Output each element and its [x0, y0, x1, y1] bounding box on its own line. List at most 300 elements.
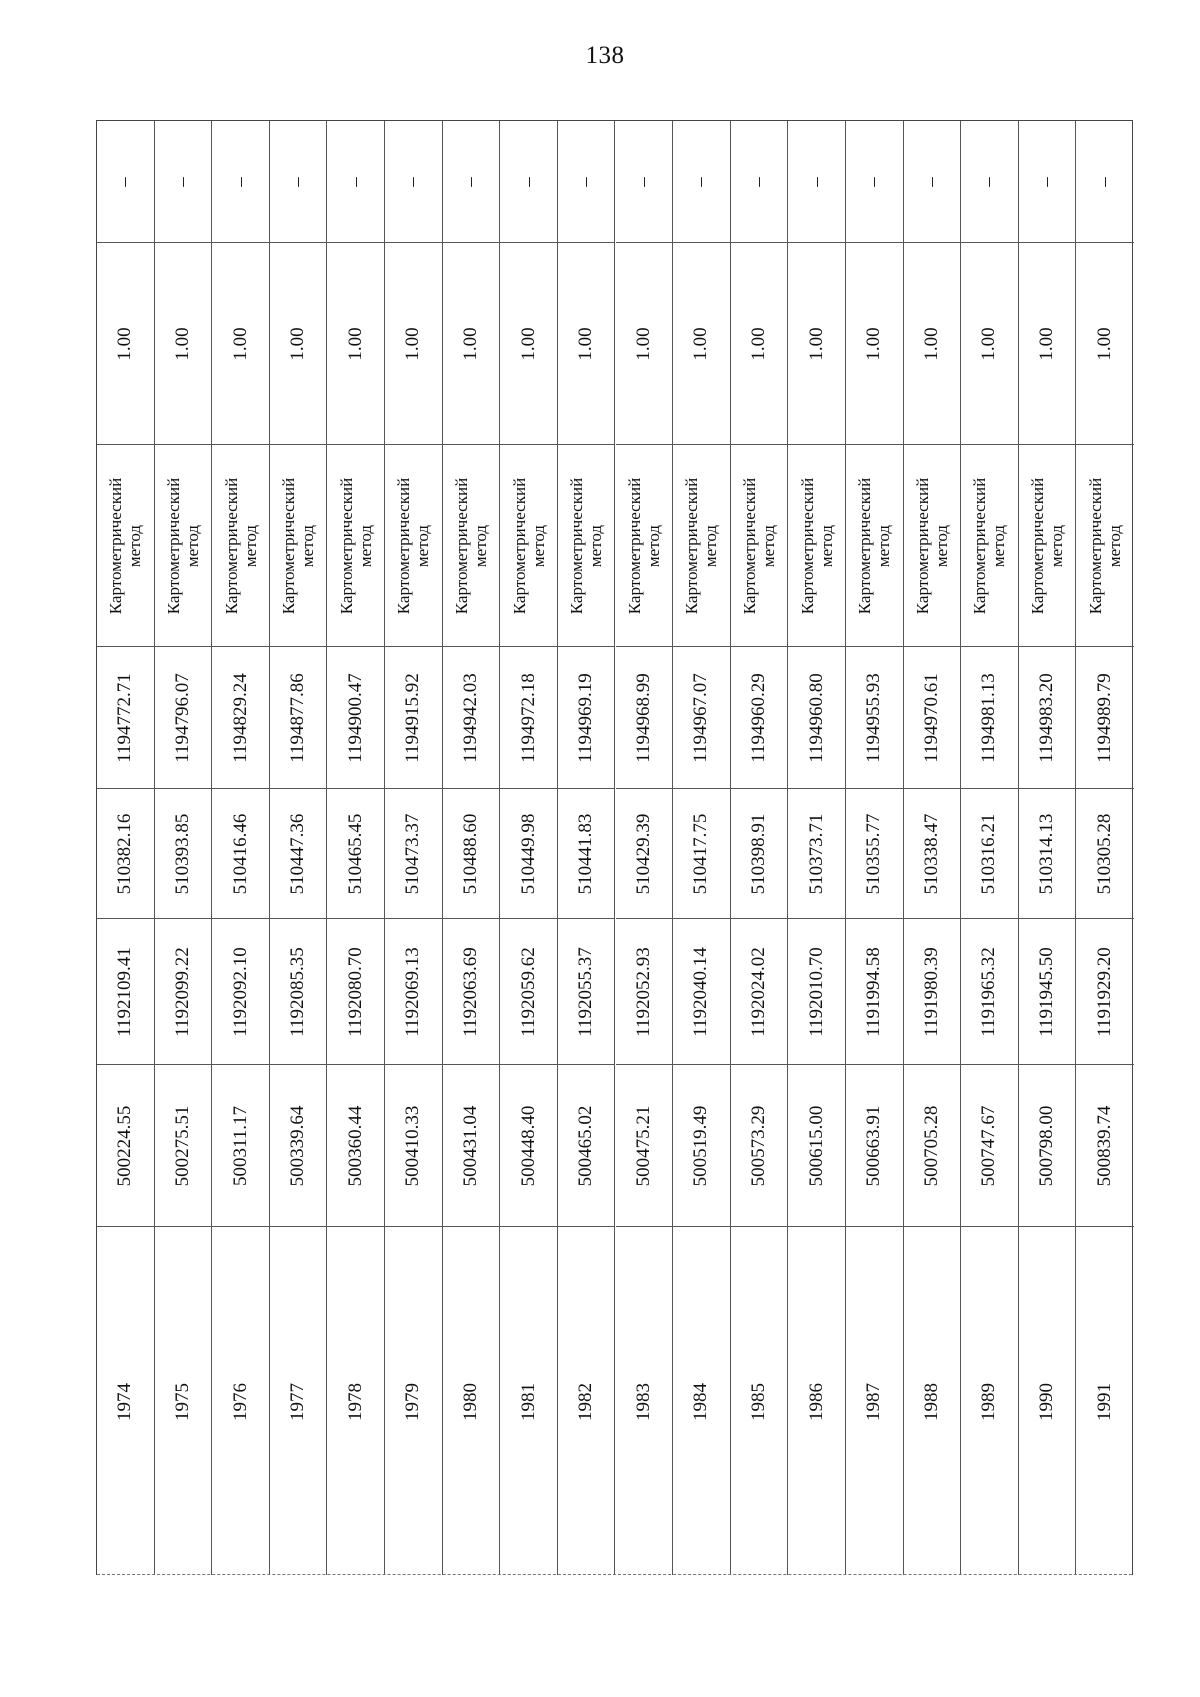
method-line2: метод: [759, 524, 779, 567]
table-row: [788, 121, 846, 1575]
y1-value: 1192069.13: [402, 946, 424, 1037]
x2-value: 510382.16: [114, 813, 136, 894]
cell-x1: [97, 1065, 154, 1227]
coordinates-table: [96, 120, 1133, 1575]
y1-value: 1192055.37: [575, 946, 597, 1037]
x1-value: 500224.55: [114, 1105, 136, 1186]
cell-id: [961, 1227, 1018, 1576]
cell-x2: [443, 789, 500, 919]
accuracy-value: 1.00: [344, 326, 366, 361]
note-value: –: [1094, 176, 1116, 187]
cell-y1: [558, 919, 615, 1065]
x1-value: 500431.04: [459, 1105, 481, 1186]
method-text: [913, 477, 951, 613]
cell-x1: [1019, 1065, 1076, 1227]
method-line2: метод: [931, 524, 951, 567]
cell-method: [558, 445, 615, 647]
cell-accuracy: [212, 243, 269, 445]
table-row: [904, 121, 962, 1575]
method-text: [740, 477, 778, 613]
note-value: –: [690, 176, 712, 187]
id-value: 1989: [978, 1382, 1000, 1421]
method-line1: Картометрический: [221, 477, 241, 614]
cell-y1: [327, 919, 384, 1065]
cell-y2: [97, 647, 154, 789]
y2-value: 1194955.93: [863, 672, 885, 763]
y2-value: 1194970.61: [920, 672, 942, 763]
method-text: [106, 477, 144, 613]
method-text: [452, 477, 490, 613]
cell-y1: [443, 919, 500, 1065]
y1-value: 1192092.10: [229, 946, 251, 1037]
accuracy-value: 1.00: [863, 326, 885, 361]
cell-accuracy: [1076, 243, 1134, 445]
method-line2: метод: [701, 524, 721, 567]
cell-note: [673, 121, 730, 243]
cell-y1: [270, 919, 327, 1065]
method-line2: метод: [413, 524, 433, 567]
y2-value: 1194900.47: [344, 672, 366, 763]
cell-method: [500, 445, 557, 647]
method-line1: Картометрический: [797, 477, 817, 614]
cell-y2: [327, 647, 384, 789]
id-value: 1982: [575, 1382, 597, 1421]
method-line1: Картометрический: [740, 477, 760, 614]
cell-y1: [904, 919, 961, 1065]
x2-value: 510416.46: [229, 813, 251, 894]
method-line2: метод: [874, 524, 894, 567]
x2-value: 510465.45: [344, 813, 366, 894]
id-value: 1985: [748, 1382, 770, 1421]
method-text: [222, 477, 260, 613]
note-value: –: [402, 176, 424, 187]
note-value: –: [287, 176, 309, 187]
cell-x1: [731, 1065, 788, 1227]
cell-y2: [212, 647, 269, 789]
method-line1: Картометрический: [624, 477, 644, 614]
y1-value: 1192052.93: [632, 946, 654, 1037]
note-value: –: [517, 176, 539, 187]
note-value: –: [748, 176, 770, 187]
method-line2: метод: [1047, 524, 1067, 567]
cell-x2: [846, 789, 903, 919]
x1-value: 500798.00: [1036, 1105, 1058, 1186]
cell-y1: [212, 919, 269, 1065]
cell-y2: [846, 647, 903, 789]
cell-id: [558, 1227, 615, 1576]
cell-note: [155, 121, 212, 243]
x1-value: 500475.21: [632, 1105, 654, 1186]
cell-y1: [155, 919, 212, 1065]
cell-method: [1076, 445, 1134, 647]
cell-x2: [327, 789, 384, 919]
note-value: –: [171, 176, 193, 187]
note-value: –: [459, 176, 481, 187]
cell-note: [443, 121, 500, 243]
y2-value: 1194772.71: [114, 672, 136, 763]
id-value: 1986: [805, 1382, 827, 1421]
cell-y2: [616, 647, 673, 789]
cell-note: [904, 121, 961, 243]
cell-y1: [616, 919, 673, 1065]
x2-value: 510441.83: [575, 813, 597, 894]
x1-value: 500410.33: [402, 1105, 424, 1186]
cell-y1: [846, 919, 903, 1065]
table-row: [846, 121, 904, 1575]
table-row: [673, 121, 731, 1575]
y1-value: 1192024.02: [748, 946, 770, 1037]
x1-value: 500311.17: [229, 1105, 251, 1186]
table-row: [616, 121, 674, 1575]
method-line1: Картометрический: [912, 477, 932, 614]
x2-value: 510393.85: [171, 813, 193, 894]
y2-value: 1194968.99: [632, 672, 654, 763]
accuracy-value: 1.00: [114, 326, 136, 361]
y2-value: 1194960.29: [748, 672, 770, 763]
cell-y1: [731, 919, 788, 1065]
method-text: [567, 477, 605, 613]
method-line1: Картометрический: [336, 477, 356, 614]
id-value: 1974: [114, 1382, 136, 1421]
accuracy-value: 1.00: [575, 326, 597, 361]
cell-accuracy: [270, 243, 327, 445]
cell-note: [327, 121, 384, 243]
cell-note: [961, 121, 1018, 243]
accuracy-value: 1.00: [978, 326, 1000, 361]
cell-x2: [385, 789, 442, 919]
cell-x1: [616, 1065, 673, 1227]
cell-method: [1019, 445, 1076, 647]
cell-id: [731, 1227, 788, 1576]
cell-y2: [673, 647, 730, 789]
x1-value: 500339.64: [287, 1105, 309, 1186]
note-value: –: [114, 176, 136, 187]
cell-id: [500, 1227, 557, 1576]
y1-value: 1192059.62: [517, 946, 539, 1037]
cell-x2: [500, 789, 557, 919]
note-value: –: [920, 176, 942, 187]
id-value: 1980: [459, 1382, 481, 1421]
y2-value: 1194972.18: [517, 672, 539, 763]
y2-value: 1194969.19: [575, 672, 597, 763]
cell-x2: [1076, 789, 1134, 919]
x1-value: 500448.40: [517, 1105, 539, 1186]
x2-value: 510417.75: [690, 813, 712, 894]
cell-accuracy: [961, 243, 1018, 445]
method-line1: Картометрический: [509, 477, 529, 614]
cell-note: [385, 121, 442, 243]
method-line2: метод: [298, 524, 318, 567]
y1-value: 1192085.35: [287, 946, 309, 1037]
cell-id: [616, 1227, 673, 1576]
cell-x1: [385, 1065, 442, 1227]
method-line1: Картометрический: [855, 477, 875, 614]
x1-value: 500839.74: [1094, 1105, 1116, 1186]
cell-id: [327, 1227, 384, 1576]
accuracy-value: 1.00: [920, 326, 942, 361]
cell-x2: [788, 789, 845, 919]
note-value: –: [575, 176, 597, 187]
y2-value: 1194981.13: [978, 672, 1000, 763]
cell-accuracy: [385, 243, 442, 445]
cell-x2: [1019, 789, 1076, 919]
note-value: –: [863, 176, 885, 187]
table-row: [443, 121, 501, 1575]
cell-y2: [500, 647, 557, 789]
cell-note: [558, 121, 615, 243]
y1-value: 1192040.14: [690, 946, 712, 1037]
cell-x2: [155, 789, 212, 919]
method-line2: метод: [125, 524, 145, 567]
accuracy-value: 1.00: [171, 326, 193, 361]
cell-y2: [731, 647, 788, 789]
method-text: [625, 477, 663, 613]
cell-note: [1019, 121, 1076, 243]
cell-note: [616, 121, 673, 243]
table-row: [327, 121, 385, 1575]
method-line1: Картометрический: [970, 477, 990, 614]
method-line2: метод: [816, 524, 836, 567]
x1-value: 500705.28: [920, 1105, 942, 1186]
cell-accuracy: [673, 243, 730, 445]
cell-accuracy: [327, 243, 384, 445]
method-line1: Картометрический: [567, 477, 587, 614]
cell-method: [327, 445, 384, 647]
x1-value: 500275.51: [171, 1105, 193, 1186]
method-text: [1086, 477, 1124, 613]
x1-value: 500615.00: [805, 1105, 827, 1186]
accuracy-value: 1.00: [402, 326, 424, 361]
note-value: –: [1036, 176, 1058, 187]
method-line2: метод: [182, 524, 202, 567]
accuracy-value: 1.00: [748, 326, 770, 361]
x2-value: 510355.77: [863, 813, 885, 894]
x2-value: 510447.36: [287, 813, 309, 894]
cell-y1: [1019, 919, 1076, 1065]
cell-x2: [673, 789, 730, 919]
y2-value: 1194829.24: [229, 672, 251, 763]
accuracy-value: 1.00: [459, 326, 481, 361]
x1-value: 500465.02: [575, 1105, 597, 1186]
cell-x2: [904, 789, 961, 919]
note-value: –: [978, 176, 1000, 187]
table-row: [961, 121, 1019, 1575]
note-value: –: [805, 176, 827, 187]
cell-x2: [558, 789, 615, 919]
table-row: [1019, 121, 1077, 1575]
x2-value: 510429.39: [632, 813, 654, 894]
y1-value: 1192080.70: [344, 946, 366, 1037]
cell-accuracy: [500, 243, 557, 445]
method-text: [855, 477, 893, 613]
method-line1: Картометрический: [682, 477, 702, 614]
method-text: [164, 477, 202, 613]
note-value: –: [229, 176, 251, 187]
id-value: 1991: [1094, 1382, 1116, 1421]
table-row: [558, 121, 616, 1575]
cell-id: [673, 1227, 730, 1576]
cell-y1: [97, 919, 154, 1065]
cell-y1: [500, 919, 557, 1065]
cell-x1: [327, 1065, 384, 1227]
table-row: [270, 121, 328, 1575]
cell-id: [97, 1227, 154, 1576]
cell-x2: [270, 789, 327, 919]
cell-x1: [155, 1065, 212, 1227]
cell-y1: [788, 919, 845, 1065]
cell-accuracy: [443, 243, 500, 445]
method-text: [798, 477, 836, 613]
method-text: [337, 477, 375, 613]
method-text: [970, 477, 1008, 613]
cell-y2: [904, 647, 961, 789]
cell-x1: [1076, 1065, 1134, 1227]
cell-x2: [961, 789, 1018, 919]
cell-x1: [846, 1065, 903, 1227]
id-value: 1976: [229, 1382, 251, 1421]
method-line1: Картометрический: [394, 477, 414, 614]
x2-value: 510488.60: [459, 813, 481, 894]
method-text: [279, 477, 317, 613]
cell-y2: [788, 647, 845, 789]
accuracy-value: 1.00: [690, 326, 712, 361]
page-number: 138: [585, 42, 625, 69]
cell-accuracy: [731, 243, 788, 445]
cell-id: [443, 1227, 500, 1576]
cell-note: [788, 121, 845, 243]
cell-y2: [270, 647, 327, 789]
cell-y2: [1076, 647, 1134, 789]
cell-note: [97, 121, 154, 243]
cell-y2: [385, 647, 442, 789]
cell-method: [270, 445, 327, 647]
method-line2: метод: [355, 524, 375, 567]
cell-note: [846, 121, 903, 243]
table-row: [97, 121, 155, 1575]
cell-id: [1076, 1227, 1134, 1576]
x1-value: 500573.29: [748, 1105, 770, 1186]
cell-id: [270, 1227, 327, 1576]
method-text: [1028, 477, 1066, 613]
cell-accuracy: [97, 243, 154, 445]
cell-id: [385, 1227, 442, 1576]
method-line1: Картометрический: [1028, 477, 1048, 614]
id-value: 1978: [344, 1382, 366, 1421]
x1-value: 500663.91: [863, 1105, 885, 1186]
cell-y2: [443, 647, 500, 789]
cell-method: [673, 445, 730, 647]
note-value: –: [632, 176, 654, 187]
x2-value: 510398.91: [748, 813, 770, 894]
id-value: 1988: [920, 1382, 942, 1421]
method-line1: Картометрический: [451, 477, 471, 614]
id-value: 1979: [402, 1382, 424, 1421]
method-line1: Картометрический: [106, 477, 126, 614]
y1-value: 1192010.70: [805, 946, 827, 1037]
cell-accuracy: [155, 243, 212, 445]
table-row: [212, 121, 270, 1575]
cell-note: [731, 121, 788, 243]
cell-method: [385, 445, 442, 647]
cell-y2: [558, 647, 615, 789]
cell-note: [500, 121, 557, 243]
y1-value: 1192063.69: [459, 946, 481, 1037]
accuracy-value: 1.00: [229, 326, 251, 361]
method-line2: метод: [470, 524, 490, 567]
cell-accuracy: [788, 243, 845, 445]
cell-x2: [212, 789, 269, 919]
cell-method: [443, 445, 500, 647]
cell-note: [212, 121, 269, 243]
y2-value: 1194967.07: [690, 672, 712, 763]
method-line2: метод: [528, 524, 548, 567]
cell-id: [155, 1227, 212, 1576]
cell-x1: [673, 1065, 730, 1227]
cell-method: [212, 445, 269, 647]
cell-y2: [961, 647, 1018, 789]
y1-value: 1191945.50: [1036, 946, 1058, 1037]
cell-id: [212, 1227, 269, 1576]
y2-value: 1194960.80: [805, 672, 827, 763]
y2-value: 1194877.86: [287, 672, 309, 763]
id-value: 1981: [517, 1382, 539, 1421]
cell-x2: [616, 789, 673, 919]
cell-x1: [904, 1065, 961, 1227]
cell-accuracy: [904, 243, 961, 445]
method-line1: Картометрический: [163, 477, 183, 614]
cell-id: [904, 1227, 961, 1576]
id-value: 1975: [171, 1382, 193, 1421]
cell-y1: [673, 919, 730, 1065]
method-text: [510, 477, 548, 613]
note-value: –: [344, 176, 366, 187]
cell-x1: [212, 1065, 269, 1227]
cell-x1: [270, 1065, 327, 1227]
cell-method: [731, 445, 788, 647]
cell-method: [155, 445, 212, 647]
x2-value: 510473.37: [402, 813, 424, 894]
method-line2: метод: [240, 524, 260, 567]
cell-x1: [500, 1065, 557, 1227]
y1-value: 1192109.41: [114, 946, 136, 1037]
cell-note: [270, 121, 327, 243]
y1-value: 1192099.22: [171, 946, 193, 1037]
cell-method: [846, 445, 903, 647]
accuracy-value: 1.00: [287, 326, 309, 361]
x2-value: 510338.47: [920, 813, 942, 894]
method-line2: метод: [1105, 524, 1125, 567]
cell-x2: [731, 789, 788, 919]
y2-value: 1194942.03: [459, 672, 481, 763]
method-text: [682, 477, 720, 613]
cell-y1: [1076, 919, 1134, 1065]
method-line1: Картометрический: [279, 477, 299, 614]
y1-value: 1191980.39: [920, 946, 942, 1037]
cell-accuracy: [1019, 243, 1076, 445]
cell-note: [1076, 121, 1134, 243]
accuracy-value: 1.00: [1094, 326, 1116, 361]
y2-value: 1194989.79: [1094, 672, 1116, 763]
table-row: [1076, 121, 1134, 1575]
id-value: 1984: [690, 1382, 712, 1421]
cell-x1: [788, 1065, 845, 1227]
table-row: [731, 121, 789, 1575]
cell-x1: [558, 1065, 615, 1227]
cell-id: [1019, 1227, 1076, 1576]
x2-value: 510373.71: [805, 813, 827, 894]
id-value: 1977: [287, 1382, 309, 1421]
cell-id: [788, 1227, 845, 1576]
